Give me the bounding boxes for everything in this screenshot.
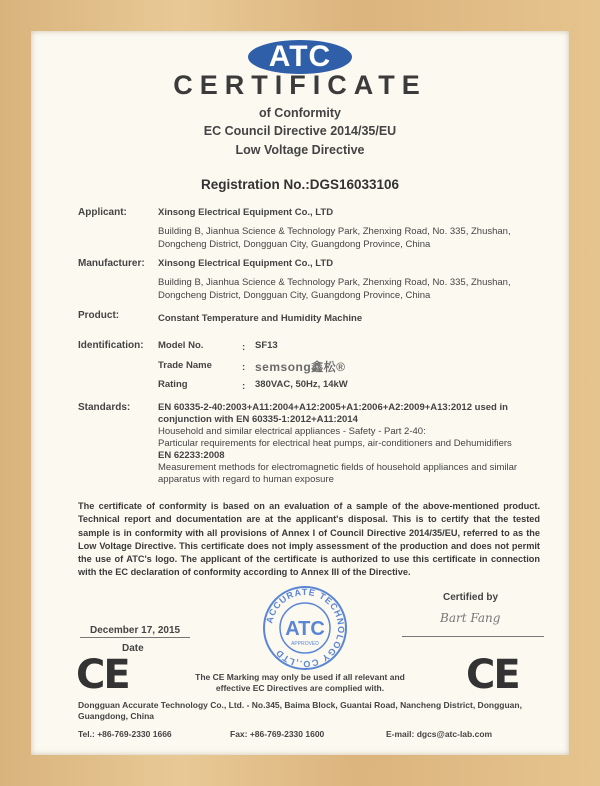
standard-line: apparatus with regard to human exposure — [158, 474, 334, 485]
applicant-address: Dongcheng District, Dongguan City, Guangdong Province, China — [158, 239, 431, 250]
standard-line: EN 62233:2008 — [158, 450, 225, 461]
conformity-statement: The certificate of conformity is based on an evaluation of a sample of the above-mentioned product. Technical report and documentation are at the applicant's disposal. This is to certify that the tested sample is in conformity with all provisions of Annex I of Council Directive 2014/35/EU, referred to as the Low Voltage Directive. This certificate does not imply assessment of the production and does not permit the use of ATC's logo. The applicant of the certificate is authorized to use this certificate in connection with the EC declaration of conformity according to Annex III of the Directive. — [78, 501, 540, 578]
standard-line: Measurement methods for electromagnetic fields of household appliances and similar — [158, 462, 518, 473]
stamp-center-text: ATC — [285, 618, 325, 640]
applicant-address: Building B, Jianhua Science & Technology Park, Zhenxing Road, No. 335, Zhushan, — [158, 226, 511, 237]
signature-line — [402, 636, 544, 637]
applicant-name: Xinsong Electrical Equipment Co., LTD — [158, 207, 334, 218]
manufacturer-address: Building B, Jianhua Science & Technology Park, Zhenxing Road, No. 335, Zhushan, — [158, 277, 511, 288]
ce-note: The CE Marking may only be used if all relevant and — [195, 672, 405, 682]
registration-number: Registration No.:DGS16033106 — [200, 177, 400, 192]
stamp-approved-text: APPROVED — [291, 641, 319, 647]
standard-line: Household and similar electrical appliances - Safety - Part 2-40: — [158, 426, 426, 437]
date-label: Date — [122, 643, 144, 654]
colon: : — [242, 362, 246, 373]
rating-value: 380VAC, 50Hz, 14kW — [255, 379, 348, 390]
date-line — [80, 637, 190, 638]
applicant-label: Applicant: — [78, 207, 127, 218]
ce-note: effective EC Directives are complied with. — [215, 683, 385, 693]
standard-line: EN 60335-2-40:2003+A11:2004+A12:2005+A1:2006+A2:2009+A13:2012 used in — [158, 402, 508, 413]
manufacturer-address: Dongcheng District, Dongguan City, Guangdong Province, China — [158, 290, 431, 301]
stamp-ring-text: ACCURATE TECHNOLOGY CO.,LTD — [264, 586, 347, 670]
manufacturer-label: Manufacturer: — [78, 258, 145, 269]
identification-label: Identification: — [78, 340, 144, 351]
model-value: SF13 — [255, 340, 278, 351]
certificate-title: CERTIFICATE — [173, 70, 427, 100]
certified-by-label: Certified by — [443, 592, 499, 603]
atc-approval-stamp — [262, 585, 348, 671]
ce-mark-right: CE — [466, 652, 519, 698]
manufacturer-name: Xinsong Electrical Equipment Co., LTD — [158, 258, 334, 269]
product-name: Constant Temperature and Humidity Machine — [158, 313, 363, 324]
trade-name-logo: semsong鑫松® — [255, 360, 346, 374]
footer-address: Dongguan Accurate Technology Co., Ltd. - No.345, Baima Block, Guantai Road, Nancheng District, Dongguan, — [78, 700, 522, 710]
model-label: Model No. — [158, 340, 204, 351]
product-label: Product: — [78, 310, 120, 321]
colon: : — [242, 342, 246, 353]
issue-date: December 17, 2015 — [90, 625, 181, 636]
subtitle: of Conformity — [259, 106, 341, 120]
footer-address: Guangdong, China — [78, 711, 155, 721]
standard-line: Particular requirements for electrical heat pumps, air-conditioners and Dehumidifiers — [158, 438, 512, 449]
atc-logo: ATC — [248, 40, 352, 74]
rating-label: Rating — [158, 379, 188, 390]
directive: EC Council Directive 2014/35/EU — [203, 124, 397, 138]
signature: Bart Fang — [440, 611, 501, 625]
directive-name: Low Voltage Directive — [235, 143, 365, 157]
ce-mark-left: CE — [76, 652, 129, 698]
footer-email: E-mail: dgcs@atc-lab.com — [386, 729, 493, 739]
standard-line: conjunction with EN 60335-1:2012+A11:2014 — [158, 414, 358, 425]
footer-tel: Tel.: +86-769-2330 1666 — [78, 729, 172, 739]
colon: : — [242, 381, 246, 392]
footer-fax: Fax: +86-769-2330 1600 — [230, 729, 325, 739]
standards-label: Standards: — [78, 402, 131, 413]
trade-name-label: Trade Name — [158, 360, 212, 371]
